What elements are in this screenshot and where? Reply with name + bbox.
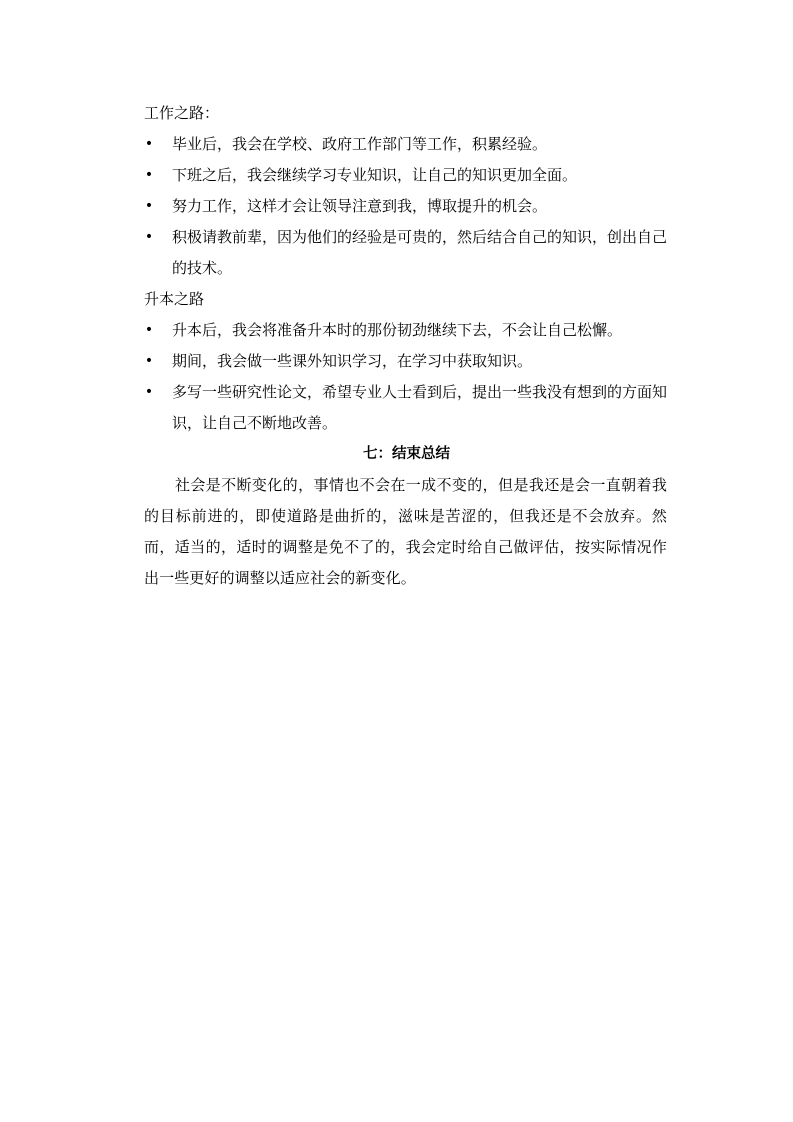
upgrade-path-list	[144, 315, 667, 439]
bullet-icon: •	[144, 167, 154, 183]
bullet-icon: •	[144, 353, 154, 369]
bullet-icon: •	[144, 322, 154, 338]
work-path-list	[144, 129, 667, 284]
list-item	[144, 129, 667, 160]
list-item	[144, 160, 667, 191]
bullet-icon: •	[144, 136, 154, 152]
bullet-icon: •	[144, 198, 154, 214]
bullet-icon: •	[144, 229, 154, 245]
list-item	[144, 222, 667, 284]
work-path-heading: 工作之路：	[144, 104, 220, 122]
list-item-text: 毕业后，我会在学校、政府工作部门等工作，积累经验。	[172, 135, 548, 153]
list-item-text: 期间，我会做一些课外知识学习，在学习中获取知识。	[172, 352, 533, 370]
list-item	[144, 191, 667, 222]
list-item-text: 努力工作，这样才会让领导注意到我，博取提升的机会。	[172, 197, 548, 215]
bullet-icon: •	[144, 384, 154, 400]
upgrade-path-heading: 升本之路	[144, 290, 205, 308]
list-item-text: 下班之后，我会继续学习专业知识，让自己的知识更加全面。	[172, 166, 578, 184]
conclusion-title: 七：结束总结	[363, 446, 450, 462]
list-item-text: 升本后，我会将准备升本时的那份韧劲继续下去，不会让自己松懈。	[172, 321, 623, 339]
list-item	[144, 315, 667, 346]
list-item-text: 积极请教前辈，因为他们的经验是可贵的，然后结合自己的知识，创出自己的技术。	[172, 228, 668, 277]
conclusion-paragraph: 社会是不断变化的，事情也不会在一成不变的，但是我还是会一直朝着我的目标前进的，即使道路是曲折的，滋味是苦涩的，但我还是不会放弃。然而，适当的，适时的调整是免不了的，我会定时给自己做评估，按实际情况作出一些更好的调整以适应社会的新变化。	[144, 476, 667, 587]
list-item-text: 多写一些研究性论文，希望专业人士看到后，提出一些我没有想到的方面知识，让自己不断地改善。	[172, 383, 668, 432]
list-item	[144, 346, 667, 377]
list-item	[144, 377, 667, 439]
